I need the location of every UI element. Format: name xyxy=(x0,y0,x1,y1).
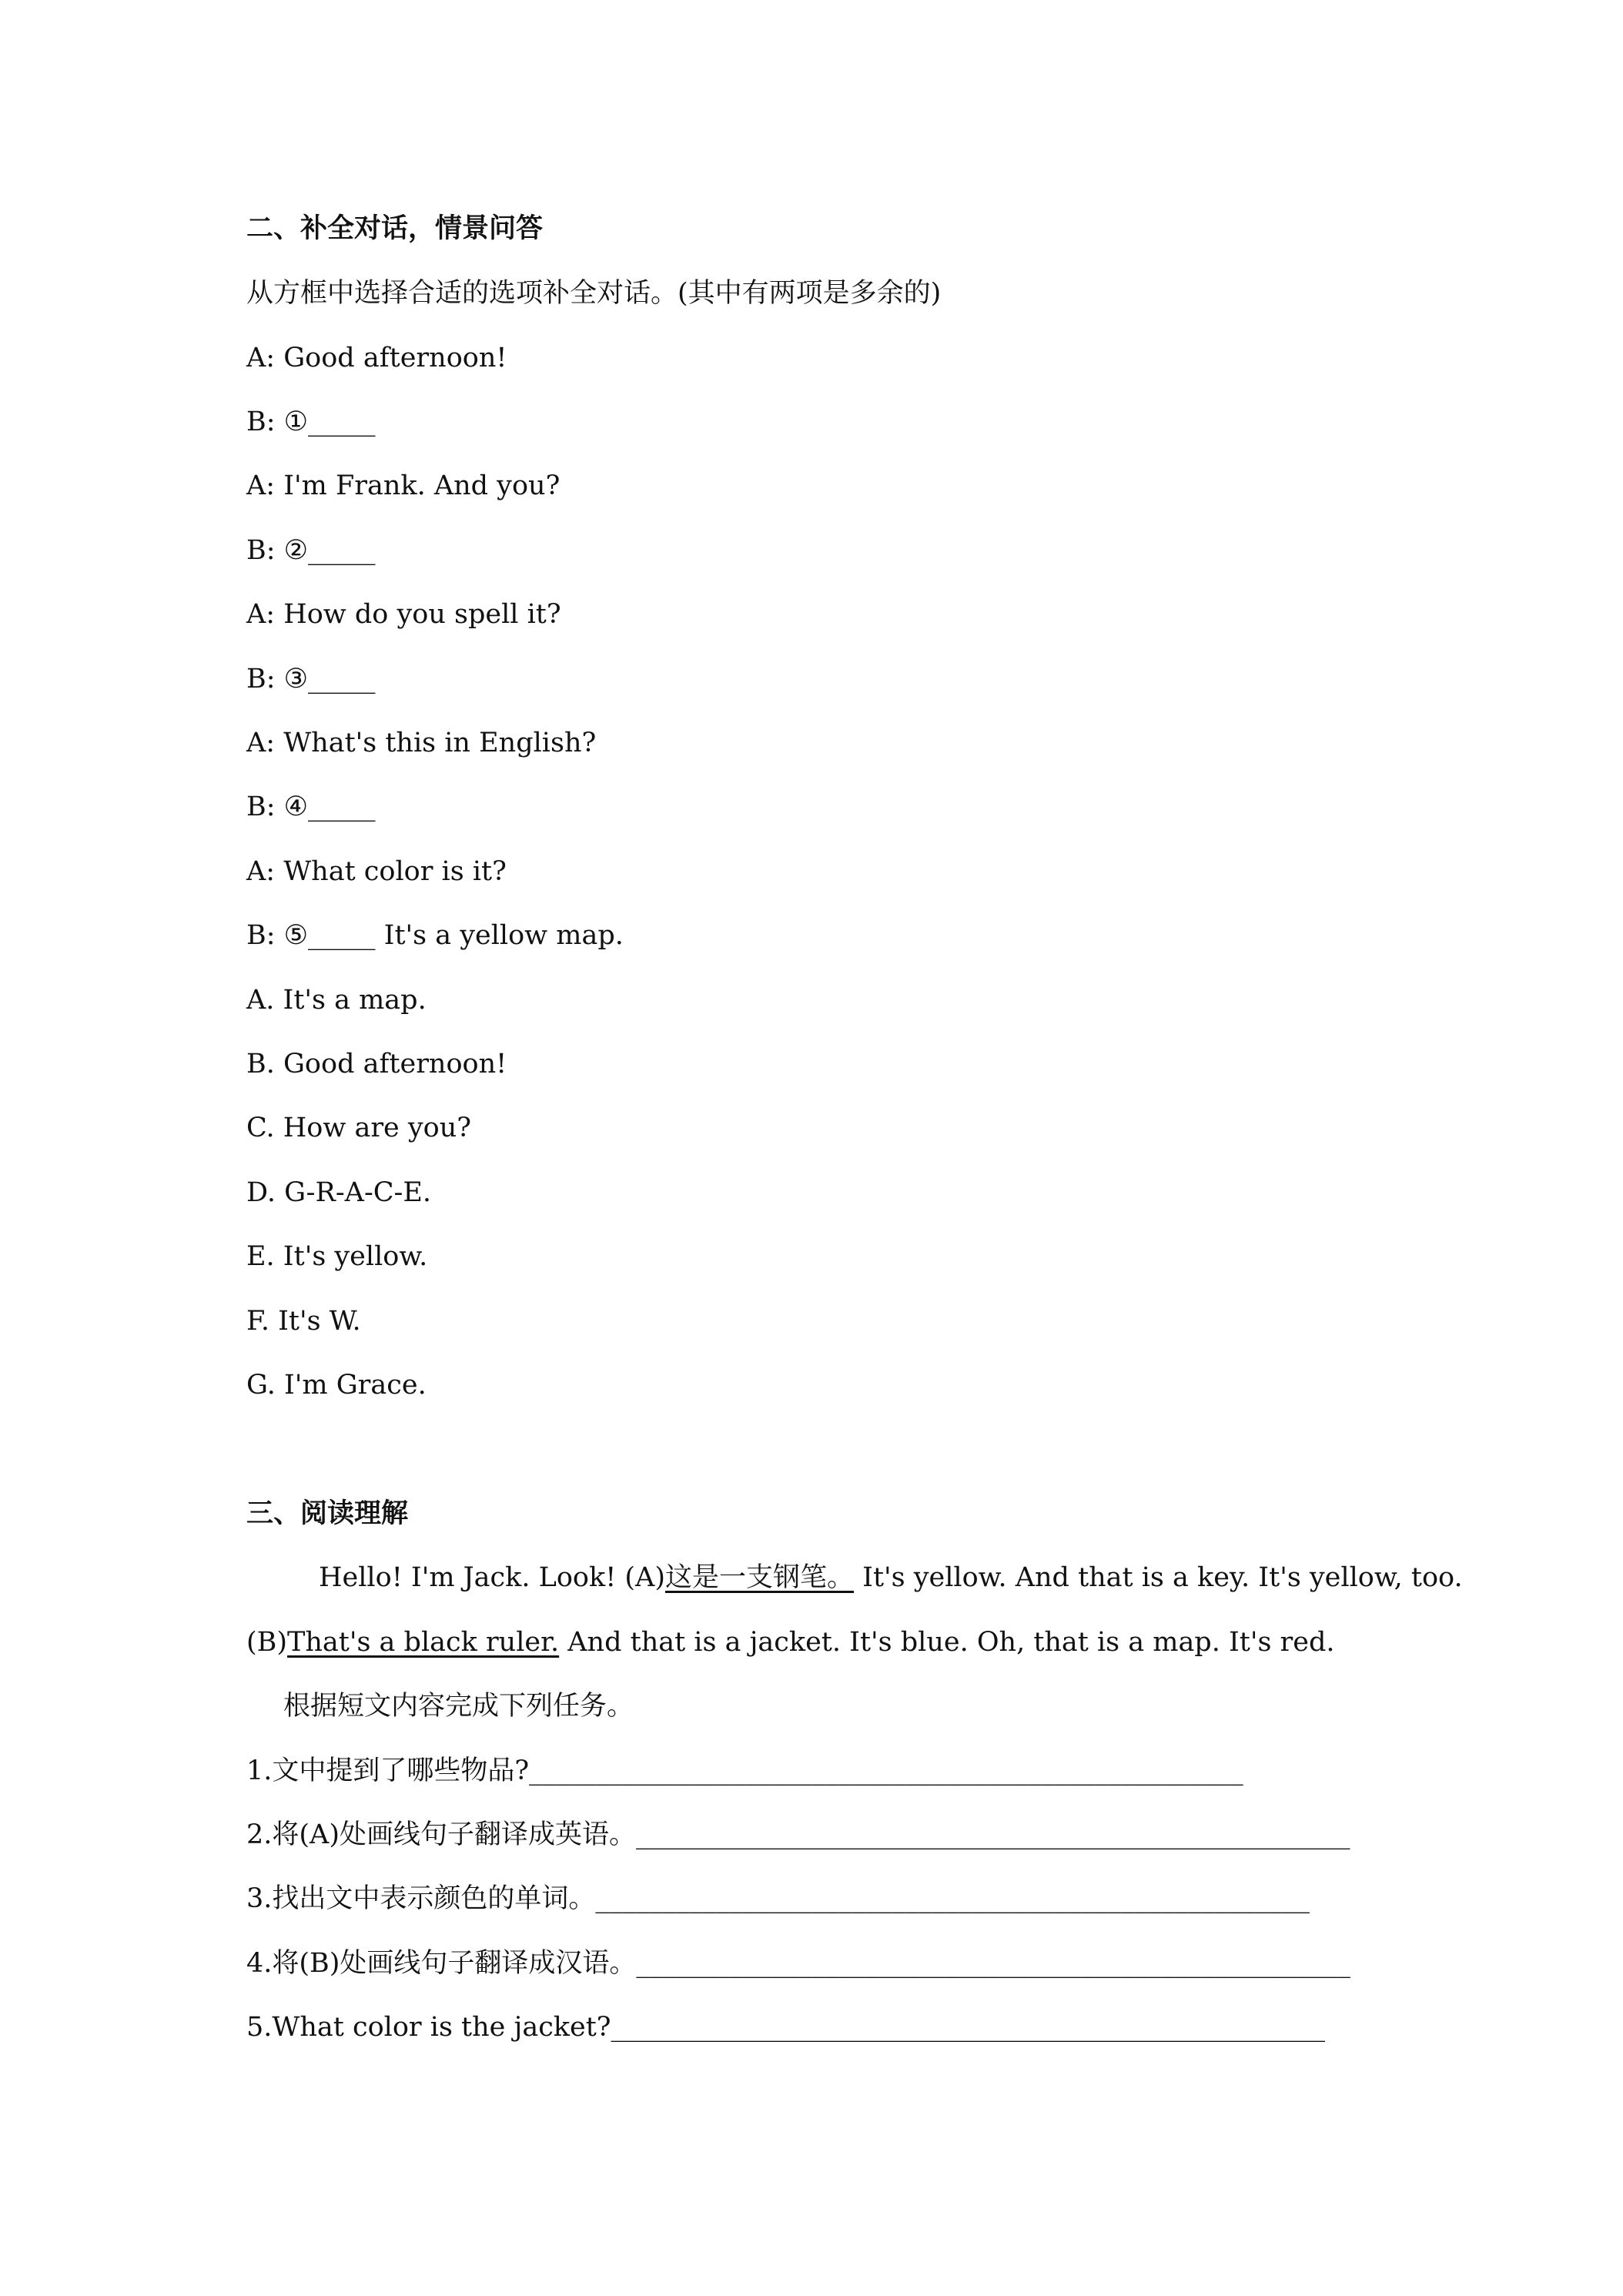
option-item: B. Good afternoon! xyxy=(246,1049,507,1079)
underlined-sentence-a: 这是一支钢笔。 xyxy=(664,1562,854,1593)
dialogue-line: A: Good afternoon! xyxy=(246,343,507,373)
passage-line-2 xyxy=(246,1624,1335,1661)
question-item: 4.将(B)处画线句子翻译成汉语。_____________________________________________________ xyxy=(246,1948,1350,1979)
dialogue-line: A: What color is it? xyxy=(246,856,507,887)
passage-text: Hello! I'm Jack. Look! (A) xyxy=(319,1562,665,1593)
dialogue-line: B: ②_____ xyxy=(246,535,376,566)
option-item: G. I'm Grace. xyxy=(246,1370,427,1401)
question-item: 5.What color is the jacket?_____________________________________________________ xyxy=(246,2012,1326,2043)
dialogue-line: A: How do you spell it? xyxy=(246,599,561,630)
option-item: A. It's a map. xyxy=(246,985,427,1016)
underlined-sentence-b: That's a black ruler. xyxy=(287,1627,560,1658)
section2-heading: 二、补全对话，情景问答 xyxy=(246,213,544,244)
dialogue-line: B: ①_____ xyxy=(246,407,376,437)
dialogue-line: A: What's this in English? xyxy=(246,728,597,758)
option-item: E. It's yellow. xyxy=(246,1241,428,1272)
option-item: C. How are you? xyxy=(246,1113,472,1143)
passage-line-1 xyxy=(319,1559,1463,1596)
option-item: F. It's W. xyxy=(246,1306,361,1337)
section3-heading: 三、阅读理解 xyxy=(246,1498,409,1529)
dialogue-line: B: ③_____ xyxy=(246,664,376,694)
question-item: 2.将(A)处画线句子翻译成英语。_____________________________________________________ xyxy=(246,1819,1350,1850)
question-item: 3.找出文中表示颜色的单词。_____________________________________________________ xyxy=(246,1883,1310,1914)
passage-text: (B) xyxy=(246,1627,288,1658)
option-item: D. G-R-A-C-E. xyxy=(246,1177,432,1208)
dialogue-line: B: ④_____ xyxy=(246,792,376,822)
dialogue-line: A: I'm Frank. And you? xyxy=(246,470,561,501)
passage-text: It's yellow. And that is a key. It's yellow, too. xyxy=(854,1562,1463,1593)
dialogue-line: B: ⑤_____ It's a yellow map. xyxy=(246,920,624,951)
question-item: 1.文中提到了哪些物品?_____________________________________________________ xyxy=(246,1755,1243,1786)
section2-instruction: 从方框中选择合适的选项补全对话。(其中有两项是多余的) xyxy=(246,278,942,309)
task-instruction: 根据短文内容完成下列任务。 xyxy=(283,1691,634,1722)
passage-text: And that is a jacket. It's blue. Oh, that is a map. It's red. xyxy=(559,1627,1335,1658)
